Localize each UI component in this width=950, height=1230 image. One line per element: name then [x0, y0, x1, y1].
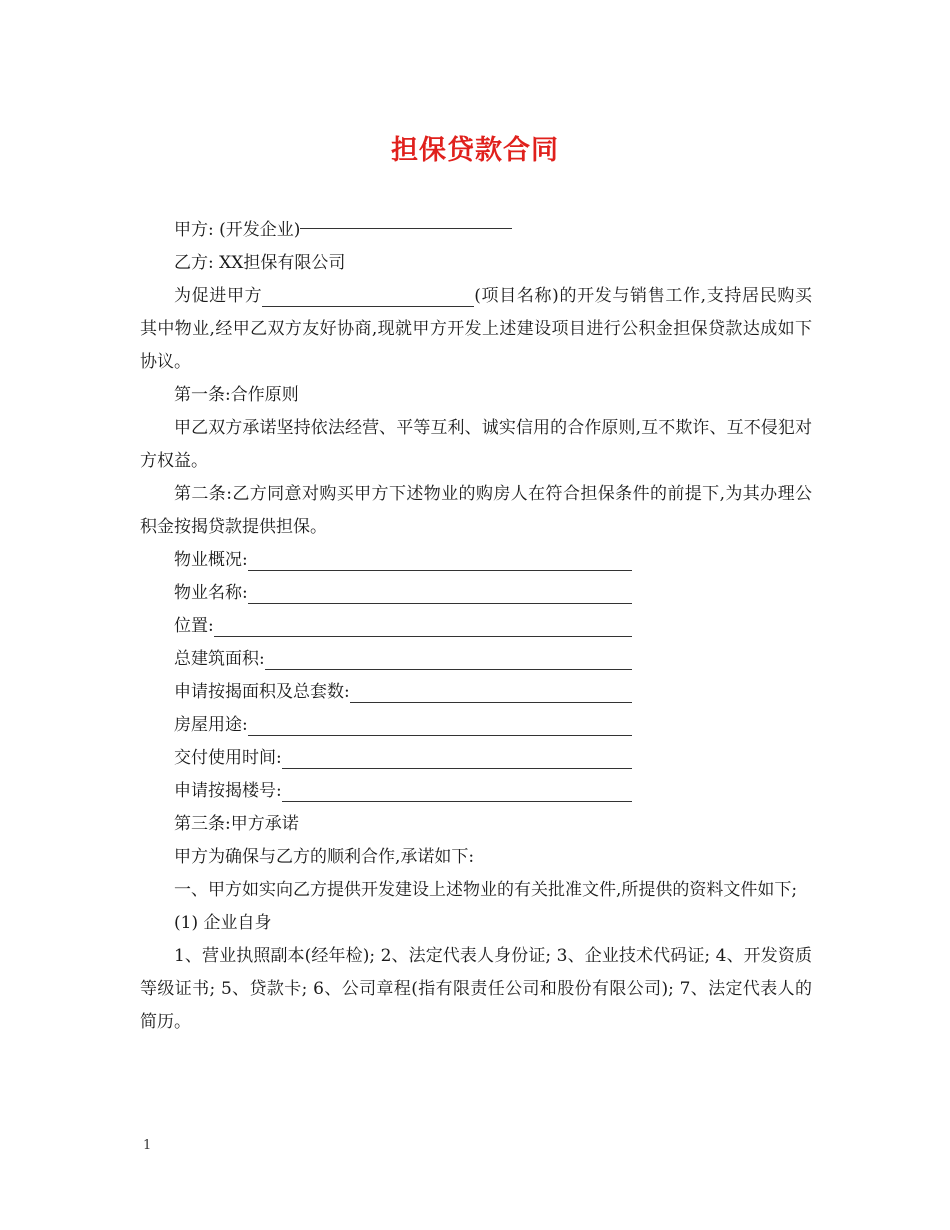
article3-intro: 甲方为确保与乙方的顺利合作,承诺如下:: [174, 847, 475, 867]
property-field-row: [140, 643, 812, 676]
property-field-blank: [248, 548, 632, 571]
property-field-row: [140, 775, 812, 808]
property-field-row: [140, 577, 812, 610]
property-field-row: [140, 709, 812, 742]
property-field-label: 房屋用途:: [174, 715, 248, 735]
party-a-blank: [300, 206, 512, 229]
article1-text: 甲乙双方承诺坚持依法经营、平等互利、诚实信用的合作原则,互不欺诈、互不侵犯对方权益。: [140, 418, 812, 471]
property-field-blank: [350, 680, 632, 703]
party-a-value: (开发企业): [219, 220, 301, 240]
property-field-blank: [214, 614, 632, 637]
party-b-label: 乙方:: [174, 253, 214, 273]
property-field-row: [140, 544, 812, 577]
sub1-text: 1、营业执照副本(经年检); 2、法定代表人身份证; 3、企业技术代码证; 4、开发资质等级证书; 5、贷款卡; 6、公司章程(指有限责任公司和股份有限公司); 7、法定代表人的简历。: [140, 946, 812, 1032]
clause1-text: 一、甲方如实向乙方提供开发建设上述物业的有关批准文件,所提供的资料文件如下;: [174, 880, 798, 900]
page-number: 1: [143, 1138, 152, 1153]
property-field-blank: [248, 713, 632, 736]
property-field-label: 物业名称:: [174, 583, 248, 603]
intro-paragraph: [140, 280, 812, 379]
property-field-blank: [248, 581, 632, 604]
property-field-label: 交付使用时间:: [174, 748, 282, 768]
property-field-blank: [282, 746, 632, 769]
intro-prefix: 为促进甲方: [174, 286, 263, 306]
property-field-row: [140, 610, 812, 643]
party-b-value: XX担保有限公司: [219, 253, 346, 273]
document-body: [140, 206, 812, 1039]
party-a-line: [140, 206, 812, 247]
party-a-label: 甲方:: [174, 220, 214, 240]
property-field-blank: [265, 647, 632, 670]
property-field-label: 位置:: [174, 616, 214, 636]
project-name-blank: [262, 286, 474, 307]
property-field-row: [140, 742, 812, 775]
property-field-label: 申请按揭楼号:: [174, 781, 282, 801]
property-field-label: 总建筑面积:: [174, 649, 265, 669]
article1-title: 第一条:合作原则: [174, 385, 299, 405]
property-field-label: 申请按揭面积及总套数:: [174, 682, 350, 702]
property-field-blank: [282, 779, 632, 802]
sub1-title: (1) 企业自身: [174, 913, 272, 933]
document-title: 担保贷款合同: [391, 135, 559, 166]
article2-text: 第二条:乙方同意对购买甲方下述物业的购房人在符合担保条件的前提下,为其办理公积金按揭贷款提供担保。: [140, 484, 812, 537]
property-field-row: [140, 676, 812, 709]
party-b-line: [140, 247, 812, 280]
property-fields: [140, 544, 812, 808]
property-field-label: 物业概况:: [174, 550, 248, 570]
intro-suffix: (项目名称)的开发与销售工作,支持居民购买其中物业,经甲乙双方友好协商,现就甲方开发上述建设项目进行公积金担保贷款达成如下协议。: [140, 286, 812, 372]
article3-title: 第三条:甲方承诺: [174, 814, 299, 834]
